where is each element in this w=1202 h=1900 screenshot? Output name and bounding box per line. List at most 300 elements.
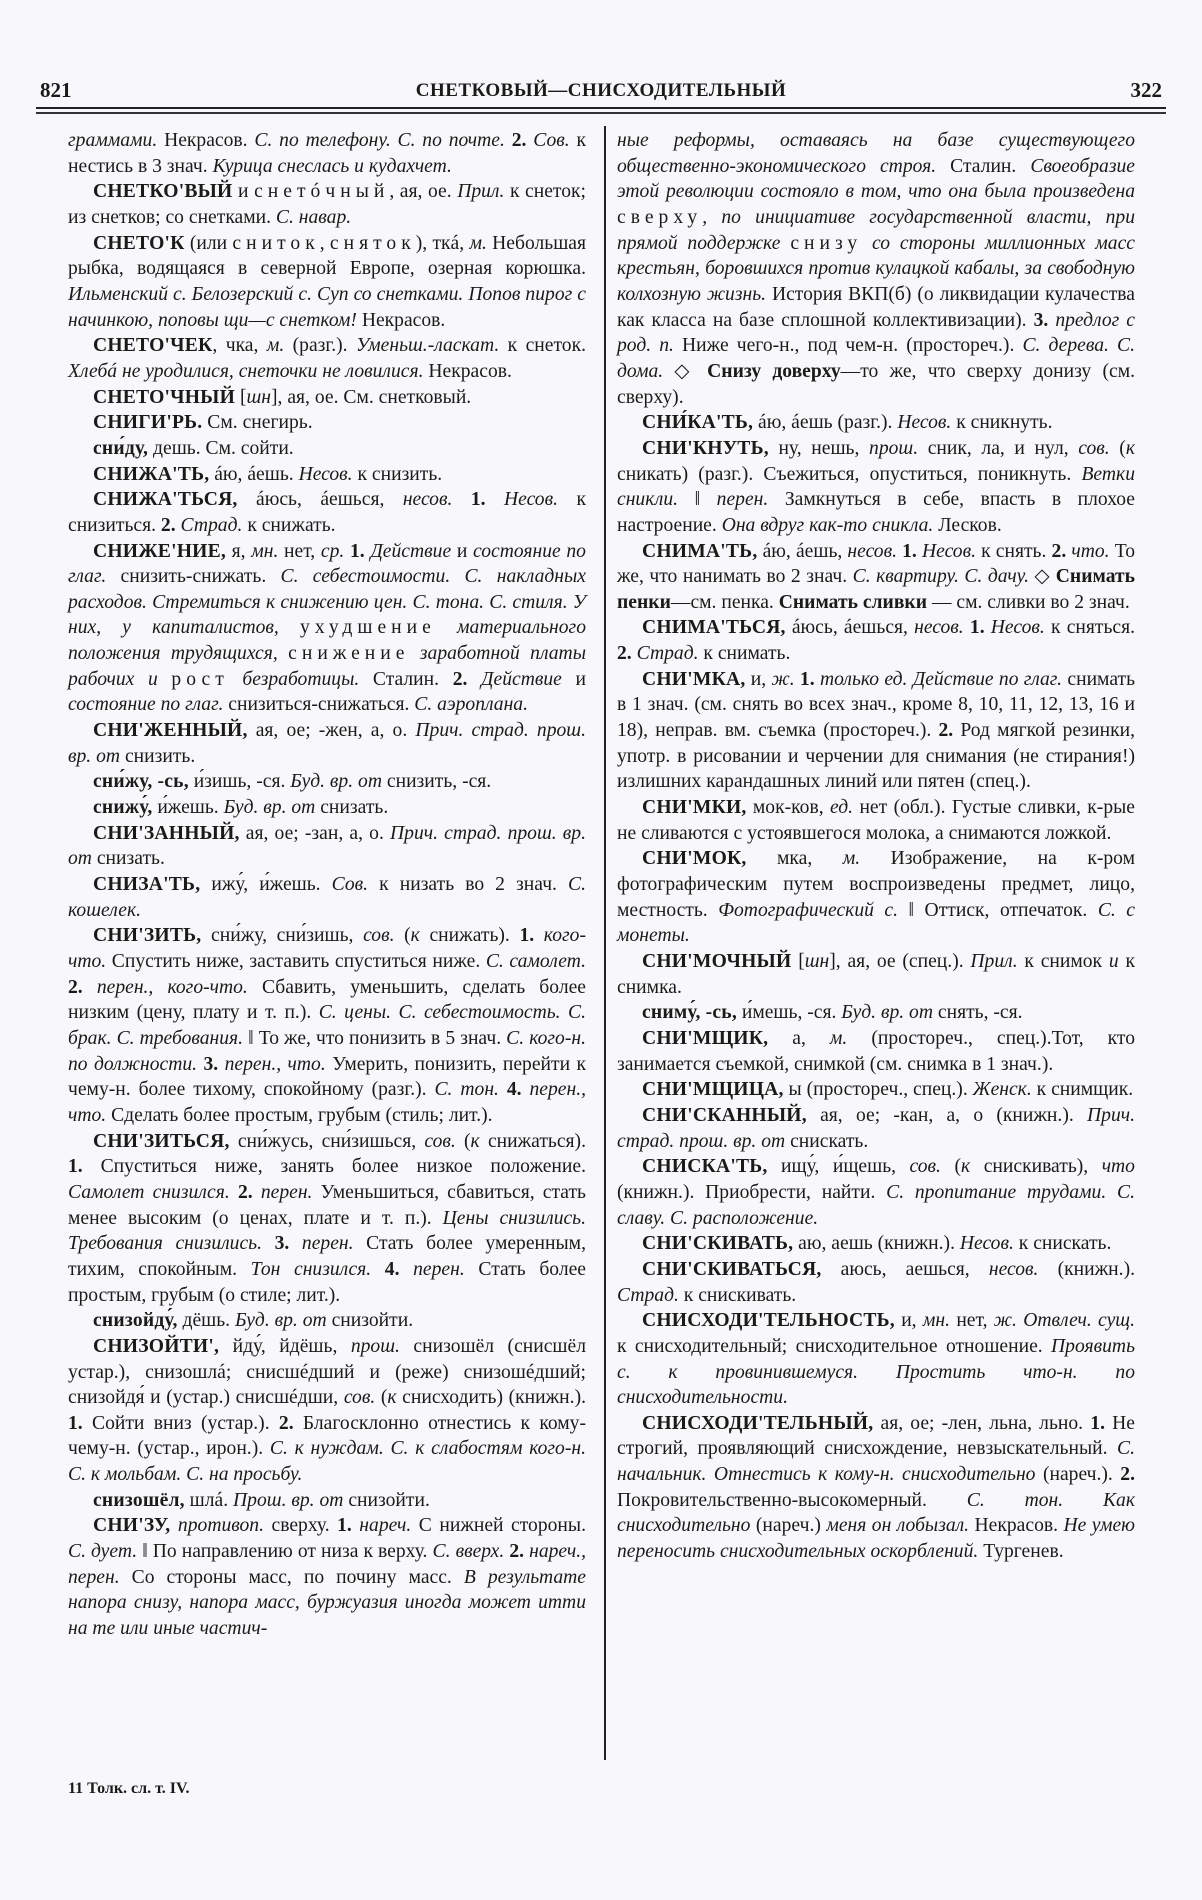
dictionary-entry	[617, 410, 1135, 436]
italic-text: Ветки сникли.	[617, 463, 1135, 511]
text: История ВКП(б) (о ликвидации кулачества как класса на базе сплошной коллективизации).	[617, 283, 1135, 331]
text: (книжн.).	[1038, 1258, 1135, 1280]
headword: СНЕТО'К	[93, 232, 185, 254]
headword: СНИ'ЗИТЬСЯ,	[93, 1130, 230, 1152]
text: ая, ое; -лен, льна, льно.	[873, 1412, 1091, 1434]
text: (простореч., спец.).Тот, кто занимается съемкой, снимкой (см. снимка в 1 знач.).	[617, 1027, 1135, 1075]
headword: СНИ'МЩИК,	[642, 1027, 769, 1049]
text: ищу́, и́щешь,	[767, 1156, 910, 1178]
italic-text: несов.	[402, 489, 453, 511]
italic-text: Курица снеслась и кудахчет.	[212, 155, 452, 177]
bold-text: 1.	[1090, 1412, 1105, 1434]
text: (	[1109, 437, 1126, 459]
bold-text: 2.	[504, 130, 527, 151]
text: йду́, йдёшь,	[219, 1335, 351, 1357]
text: сник, ла, и нул,	[918, 437, 1079, 459]
text: Со стороны масс, по почину масс.	[119, 1566, 464, 1588]
text: —то же, что сверху донизу (см. сверху).	[617, 360, 1135, 408]
page-header	[36, 72, 1166, 102]
headword: СНИМА'ТЬСЯ,	[642, 617, 786, 639]
text: ну, нешь,	[768, 437, 870, 459]
headword: СНИ'ЗАННЫЙ,	[93, 822, 240, 844]
text: ая, ое; -зан, а, о.	[239, 822, 391, 844]
text: ], ая, ое. См. снетковый.	[271, 386, 472, 408]
italic-text: к	[387, 1387, 397, 1409]
italic-text: состояние по глаг.	[68, 540, 586, 588]
bold-text: 2.	[278, 1412, 294, 1434]
entry-continuation	[68, 128, 586, 179]
text: и	[561, 668, 586, 690]
italic-text: С. начальник. Отнестись к кому-н. снисходительно	[617, 1438, 1135, 1486]
text: к снимать.	[698, 643, 791, 665]
text: аю, аешь (книжн.).	[793, 1233, 960, 1255]
text: (	[394, 925, 411, 947]
italic-text: С. пропитание трудами. С. славу. С. расположение.	[617, 1181, 1135, 1229]
text: Ниже чего-н., под чем-н. (простореч.).	[673, 335, 1023, 357]
headword: СНИ'ЗИТЬ,	[93, 925, 202, 947]
italic-text: перен.	[399, 1258, 465, 1280]
italic-text: Самолет снизился.	[68, 1181, 230, 1203]
dictionary-entry	[68, 231, 586, 334]
text: к снять.	[975, 540, 1052, 562]
dictionary-entry	[617, 1000, 1135, 1026]
text: нет,	[950, 1310, 994, 1332]
text: снизать.	[91, 848, 165, 870]
text: áю, áешь.	[209, 463, 299, 485]
headword: СНИГИ'РЬ.	[93, 412, 203, 434]
italic-text: С. вверх.	[432, 1541, 505, 1563]
text: (или	[184, 232, 233, 254]
text: и́зишь, -ся.	[188, 771, 291, 793]
spaced-text: снетóчный	[254, 181, 390, 203]
column-divider	[604, 126, 606, 1760]
headword: сни́ду,	[93, 437, 149, 459]
italic-text: Фотографический с.	[718, 899, 899, 921]
italic-text: ср.	[320, 540, 345, 562]
dictionary-entry	[68, 436, 586, 462]
italic-text: Прил.	[457, 181, 505, 203]
text: снизошёл (снисшёл устар.), снизошлá; снисшéдший и (реже) снизошéдший; снизойдя́ и (устар.) снисшéдши,	[68, 1335, 586, 1409]
text: и,	[745, 668, 772, 690]
italic-text: Прич. страд. прош. вр. от	[68, 720, 586, 767]
spaced-text: рост	[171, 668, 229, 690]
text: (	[455, 1130, 471, 1152]
dictionary-entry	[617, 1411, 1135, 1565]
headword: СНИСХОДИ'ТЕЛЬНОСТЬ,	[642, 1310, 895, 1332]
text: снизить-снижать.	[106, 566, 281, 588]
italic-text: Буд. вр. от	[841, 1002, 933, 1024]
text: мок-ков,	[746, 797, 831, 819]
italic-text: Страд.	[175, 514, 243, 536]
italic-text: меня он лобызал.	[826, 1515, 970, 1537]
text: ая, ое; -кан, а, о (книжн.).	[806, 1104, 1087, 1126]
italic-text: Действие	[364, 540, 452, 562]
italic-text: заработной платы рабочих и	[68, 643, 586, 690]
bold-text: 1.	[794, 668, 815, 690]
text: Сталин.	[936, 155, 1031, 177]
italic-text: С. аэроплана.	[414, 694, 528, 716]
headword: СНИСКА'ТЬ,	[642, 1156, 768, 1178]
dictionary-entry	[617, 1257, 1135, 1308]
text: снисходить) (книжн.).	[396, 1387, 586, 1409]
italic-text: перен., кого-что.	[82, 976, 248, 998]
dictionary-entry	[68, 1308, 586, 1334]
headword: СНИ'МОЧНЫЙ	[642, 951, 792, 972]
italic-text: несов.	[847, 540, 897, 562]
italic-text: состояние по глаг.	[68, 694, 224, 716]
header-rule-thick	[36, 107, 1166, 109]
bold-text: 1.	[963, 617, 985, 639]
text: —см. пенка.	[670, 591, 779, 613]
italic-text: Несов.	[984, 617, 1045, 639]
text: снимать в 1 знач. (см. снять во всех знач., кроме 8, 10, 11, 12, 13, 16 и 18), неправ. вм. съемка (простореч.).	[617, 668, 1136, 742]
italic-text: Страд.	[631, 643, 699, 665]
italic-text: С. по телефону. С. по почте.	[254, 130, 505, 151]
right-column	[617, 128, 1135, 1565]
bold-text: 2.	[160, 514, 176, 536]
text: Спустить ниже, заставить спуститься ниже.	[106, 951, 486, 972]
bold-text: 2.	[617, 643, 632, 665]
italic-text: перен.	[289, 1233, 354, 1255]
italic-text: что.	[1066, 540, 1110, 562]
italic-text: к	[410, 925, 420, 947]
italic-text: С. самолет.	[485, 951, 586, 972]
bold-text: 1.	[344, 540, 365, 562]
italic-text: ж.	[771, 668, 795, 690]
text: ‖ По направлению от низа к верху.	[137, 1541, 433, 1563]
headword: СНИ'СКИВАТЬ,	[642, 1233, 794, 1255]
text: снять, -ся.	[933, 1002, 1023, 1024]
dictionary-entry	[68, 1513, 586, 1641]
text: (нареч.)	[750, 1515, 827, 1537]
italic-text: Буд. вр. от	[234, 1310, 327, 1332]
text: (разг.).	[284, 335, 356, 357]
text: Изображение, на к-ром фотографическим путем воспроизведены предмет, лицо, местность.	[617, 848, 1136, 921]
dictionary-entry	[68, 821, 586, 872]
text: ,	[319, 232, 330, 254]
text: Сбавить, уменьшить, сделать более низким (цену, плату и т. п.).	[68, 976, 586, 1024]
text: к снеток; из снетков; со снетками.	[68, 181, 586, 228]
text: и́мешь, -ся.	[736, 1002, 842, 1024]
printer-signature: 11 Толк. сл. т. IV.	[68, 1780, 190, 1797]
text: к снисходительный; снисходительное отношение.	[617, 1335, 1052, 1357]
text: к низать во 2 знач.	[368, 874, 569, 896]
text: снизиться-снижаться.	[223, 694, 415, 716]
italic-text: что	[1101, 1156, 1135, 1178]
text: сверху.	[264, 1515, 338, 1537]
bold-text: 1.	[897, 540, 917, 562]
italic-text: Несов.	[897, 412, 952, 434]
headword: СНЕТО'ЧНЫЙ	[93, 386, 236, 408]
dictionary-entry	[68, 1488, 586, 1514]
italic-text: Сов.	[526, 130, 570, 151]
italic-text: ед.	[830, 797, 854, 819]
italic-text: мн.	[251, 540, 279, 562]
italic-text: Уменьш.-ласкат.	[355, 335, 500, 357]
dictionary-entry	[68, 795, 586, 821]
text: (	[940, 1156, 962, 1178]
italic-text: сов.	[909, 1156, 941, 1178]
text: и́жешь.	[152, 797, 224, 819]
text: и,	[894, 1310, 923, 1332]
italic-text: Не умею переносить снисходительных оскорблений.	[617, 1515, 1135, 1563]
italic-text: прош.	[350, 1335, 400, 1357]
italic-text: ные реформы, оставаясь на базе существующего общественно-экономического строя.	[617, 130, 1135, 177]
dictionary-entry	[617, 539, 1135, 616]
italic-text: предлог с род. п.	[617, 309, 1135, 357]
italic-text: шн	[246, 386, 272, 408]
text: Некрасов.	[423, 360, 512, 382]
italic-text: С. себестоимости. С. накладных расходов. Стремиться к снижению цен. С. тона. С. стиля. У них, у капиталистов,	[68, 566, 586, 639]
text: Род мягкой резинки, употр. в рисовании и черчении для снимания (не стирания!) излишних карандашных линий или пятен (спец.).	[617, 720, 1135, 793]
italic-text: кого-что.	[68, 925, 586, 972]
text: снизать.	[315, 797, 389, 819]
dictionary-entry	[68, 539, 586, 719]
italic-text: нареч.	[351, 1515, 412, 1537]
italic-text: Цены снизились. Требования снизились.	[68, 1207, 586, 1255]
italic-text: несов.	[988, 1258, 1039, 1280]
text: снижаться).	[479, 1130, 586, 1152]
headword: СНИМА'ТЬ,	[642, 540, 758, 562]
text: Лесков.	[933, 514, 1002, 536]
italic-text: С. к нуждам. С. к слабостям кого-н. С. к мольбам. С. на просьбу.	[68, 1438, 586, 1486]
headword: СНИ'МКА,	[642, 668, 746, 690]
text: Спуститься ниже, занять более низкое положение.	[82, 1156, 586, 1178]
text: аюсь, аешься,	[821, 1258, 989, 1280]
headword: СНЕТКО'ВЫЙ	[93, 181, 233, 203]
dictionary-entry	[68, 462, 586, 488]
italic-text: С. дует.	[68, 1541, 138, 1563]
italic-text: Она вдруг как-то сникла.	[721, 514, 934, 536]
text: Сойти вниз (устар.).	[82, 1412, 279, 1434]
headword: СНИ'ЗУ,	[93, 1515, 171, 1537]
italic-text: Прич. страд. прош. вр. от	[68, 822, 587, 870]
headword: СНИ'СКАННЫЙ,	[642, 1104, 807, 1126]
italic-text: несов.	[914, 617, 964, 639]
italic-text: Страд.	[617, 1284, 679, 1306]
italic-text: мн.	[922, 1310, 951, 1332]
italic-text: сов.	[424, 1130, 456, 1152]
italic-text: Действие	[467, 668, 562, 690]
text: Некрасов.	[356, 309, 446, 331]
bold-text: 2.	[229, 1181, 253, 1203]
italic-text: Несов.	[298, 463, 353, 485]
text: [	[235, 386, 247, 408]
dictionary-entry	[68, 333, 586, 384]
italic-text: Проявить с. к провинившемуся. Простить что-н. по снисходительности.	[617, 1335, 1135, 1409]
headword: сниму́, -сь,	[642, 1002, 737, 1024]
headword: СНИЗА'ТЬ,	[93, 874, 201, 896]
text: шлá.	[184, 1489, 234, 1511]
text: ижу́, и́жешь.	[200, 874, 332, 896]
text: Умерить, понизить, перейти к чему-н. более тихому, спокойному (разг.).	[68, 1053, 587, 1101]
italic-text: Женск.	[972, 1079, 1032, 1101]
text: к нестись в 3 знач.	[68, 130, 586, 177]
italic-text: Хлебá не уродилися, снеточки не ловилися.	[68, 360, 424, 382]
italic-text: только ед. Действие по глаг.	[814, 668, 1063, 690]
italic-text: Буд. вр. от	[290, 771, 382, 793]
text: áю, áешь (разг.).	[753, 412, 898, 434]
italic-text: материального положения трудящихся,	[68, 617, 587, 665]
text: ‖ То же, что понизить в 5 знач.	[243, 1027, 507, 1049]
text: и	[232, 181, 255, 203]
text: (книжн.). Приобрести, найти.	[617, 1181, 887, 1203]
headword: СНИЖЕ'НИЕ,	[93, 540, 226, 562]
italic-text: Несов.	[485, 489, 559, 511]
text: , ая, ое.	[389, 181, 458, 203]
italic-text: Тон снизился.	[250, 1258, 372, 1280]
text: дёшь.	[177, 1310, 235, 1332]
italic-text: прош.	[869, 437, 919, 459]
italic-text: со стороны миллионных масс крестьян, боровшихся против кулацкой кабалы, за свободную колхозную жизнь.	[617, 232, 1135, 305]
bold-text: 3.	[1033, 309, 1049, 331]
headword: СНИСХОДИ'ТЕЛЬНЫЙ,	[642, 1412, 874, 1434]
italic-text: м.	[829, 1027, 848, 1049]
text: к снеток.	[499, 335, 587, 357]
dictionary-entry	[68, 923, 586, 1128]
text: нет (обл.). Густые сливки, к-рые не сливаются с устоявшегося молока, а снимаются ложкой.	[617, 797, 1135, 844]
headword: СНИ'СКИВАТЬСЯ,	[642, 1258, 822, 1280]
dictionary-entry	[617, 1103, 1135, 1154]
headword: снизошёл,	[93, 1489, 185, 1511]
bold-text: 1.	[337, 1515, 352, 1537]
text: , чка,	[212, 335, 267, 357]
italic-text: противоп.	[177, 1515, 264, 1537]
headword: СНИ'МОК,	[642, 848, 747, 870]
italic-text: сов.	[1078, 437, 1110, 459]
text: ], ая, ое (спец.).	[829, 951, 971, 972]
bold-text: 1.	[68, 1412, 83, 1434]
italic-text: к	[1125, 437, 1135, 459]
text: Благосклонно отнестись к кому-чему-н. (устар., ирон.).	[68, 1412, 587, 1460]
headword: СНИ'ЖЕННЫЙ,	[93, 720, 248, 742]
text: ), ткá,	[415, 232, 470, 254]
headword: СНИ́КА'ТЬ,	[642, 412, 754, 434]
text	[170, 1515, 178, 1536]
headword: СНИЖА'ТЬСЯ,	[93, 489, 238, 511]
text: сни́жусь, сни́зишься,	[229, 1130, 425, 1152]
bold-text: 1.	[68, 1156, 83, 1178]
italic-text: ж. Отвлеч. сущ.	[993, 1310, 1135, 1332]
italic-text: м.	[469, 232, 487, 254]
text: к снизиться.	[68, 489, 586, 536]
dictionary-entry	[617, 1308, 1135, 1411]
text: к снискивать.	[678, 1284, 797, 1306]
dictionary-entry	[617, 436, 1135, 539]
text: к снизить.	[352, 463, 443, 485]
spaced-text: снизу	[790, 232, 863, 254]
text: дешь. См. сойти.	[148, 437, 294, 459]
italic-text: перен., что.	[68, 1079, 587, 1126]
italic-text: к	[961, 1156, 971, 1178]
headword: СНЕТО'ЧЕК	[93, 335, 213, 357]
italic-text: , по инициативе государственной власти, при прямой поддержке	[617, 206, 1135, 254]
text: я,	[225, 540, 252, 562]
dictionary-entry	[68, 179, 586, 230]
italic-text: Несов.	[959, 1233, 1014, 1255]
bold-text: 2.	[68, 976, 83, 998]
text: снискать.	[785, 1130, 869, 1152]
text: к снимок	[1017, 951, 1109, 972]
dictionary-entry	[617, 1154, 1135, 1231]
entry-continuation	[617, 128, 1135, 410]
bold-text: 2.	[504, 1541, 525, 1563]
text: а,	[768, 1027, 830, 1049]
spaced-text: ухудшение	[300, 617, 436, 639]
text: Не строгий, проявляющий снисхождение, невзыскательный.	[617, 1412, 1135, 1460]
headword: СНИ'МКИ,	[642, 797, 747, 819]
text: См. снегирь.	[202, 412, 313, 434]
text: Некрасов.	[157, 130, 255, 151]
italic-text: перен.	[252, 1181, 313, 1203]
bold-text: 2.	[1051, 540, 1067, 562]
bold-text: 2.	[938, 720, 954, 742]
italic-text: нареч., перен.	[68, 1541, 587, 1588]
text: (	[375, 1387, 388, 1409]
text: мка,	[746, 848, 843, 870]
text: к снимка.	[617, 951, 1135, 998]
bold-text: 1.	[519, 925, 535, 947]
italic-text: Несов.	[916, 540, 976, 562]
headword: СНИЗОЙТИ',	[93, 1335, 220, 1357]
text: С нижней стороны.	[411, 1515, 586, 1537]
italic-text: С. тон. Как снисходительно	[617, 1489, 1135, 1537]
dictionary-entry	[68, 410, 586, 436]
italic-text: к	[470, 1130, 480, 1152]
dictionary-entry	[617, 846, 1135, 949]
text: Тургенев.	[978, 1541, 1064, 1563]
text: снискивать),	[970, 1156, 1102, 1178]
text: ая, ое; -жен, а, о.	[247, 720, 416, 742]
spaced-text: сниток	[232, 232, 320, 254]
italic-text: Сов.	[331, 874, 369, 896]
headword: СНИ'КНУТЬ,	[642, 437, 769, 459]
bold-text: Снизу доверху	[707, 360, 841, 382]
left-column	[68, 128, 586, 1642]
text: Небольшая рыбка, водящаяся в северной Европе, озерная корюшка.	[68, 232, 586, 280]
italic-text: перен.	[716, 489, 769, 511]
italic-text: м.	[842, 848, 861, 870]
italic-text: С. кого-н. по должности.	[68, 1027, 586, 1075]
italic-text: м.	[266, 335, 285, 357]
text: áюсь, áешься,	[785, 617, 915, 639]
text: ◇	[663, 360, 708, 382]
text: снизить, -ся.	[381, 771, 492, 793]
text: Стать более простым, грубым (о стиле; лит.).	[68, 1258, 587, 1306]
text: Замкнуться в себе, впасть в плохое настроение.	[617, 489, 1135, 536]
text: áю, áешь,	[757, 540, 848, 562]
dictionary-entry	[68, 487, 586, 538]
bold-text: 4.	[371, 1258, 400, 1280]
italic-text: безработицы.	[228, 668, 360, 690]
dictionary-entry	[68, 1334, 586, 1488]
text: сни́жу, сни́зишь,	[201, 925, 364, 947]
text: Уменьшиться, сбавиться, стать менее высоким (о ценах, плате и т. п.).	[68, 1181, 586, 1229]
dictionary-entry	[68, 769, 586, 795]
bold-text: Снимать пенки	[617, 566, 1135, 613]
text: к снискать.	[1013, 1233, 1112, 1255]
text: áюсь, áешься,	[237, 489, 403, 511]
dictionary-entry	[617, 1231, 1135, 1257]
headword: снизойду́,	[93, 1310, 178, 1332]
text: Некрасов.	[969, 1515, 1064, 1537]
dictionary-entry	[617, 1026, 1135, 1077]
text: Сделать более простым, грубым (стиль; лит.).	[106, 1104, 493, 1126]
text: сникать) (разг.). Съежиться, опуститься, поникнуть.	[617, 463, 1082, 485]
dictionary-entry	[68, 385, 586, 411]
italic-text: Буд. вр. от	[223, 797, 316, 819]
text: и	[451, 540, 473, 562]
